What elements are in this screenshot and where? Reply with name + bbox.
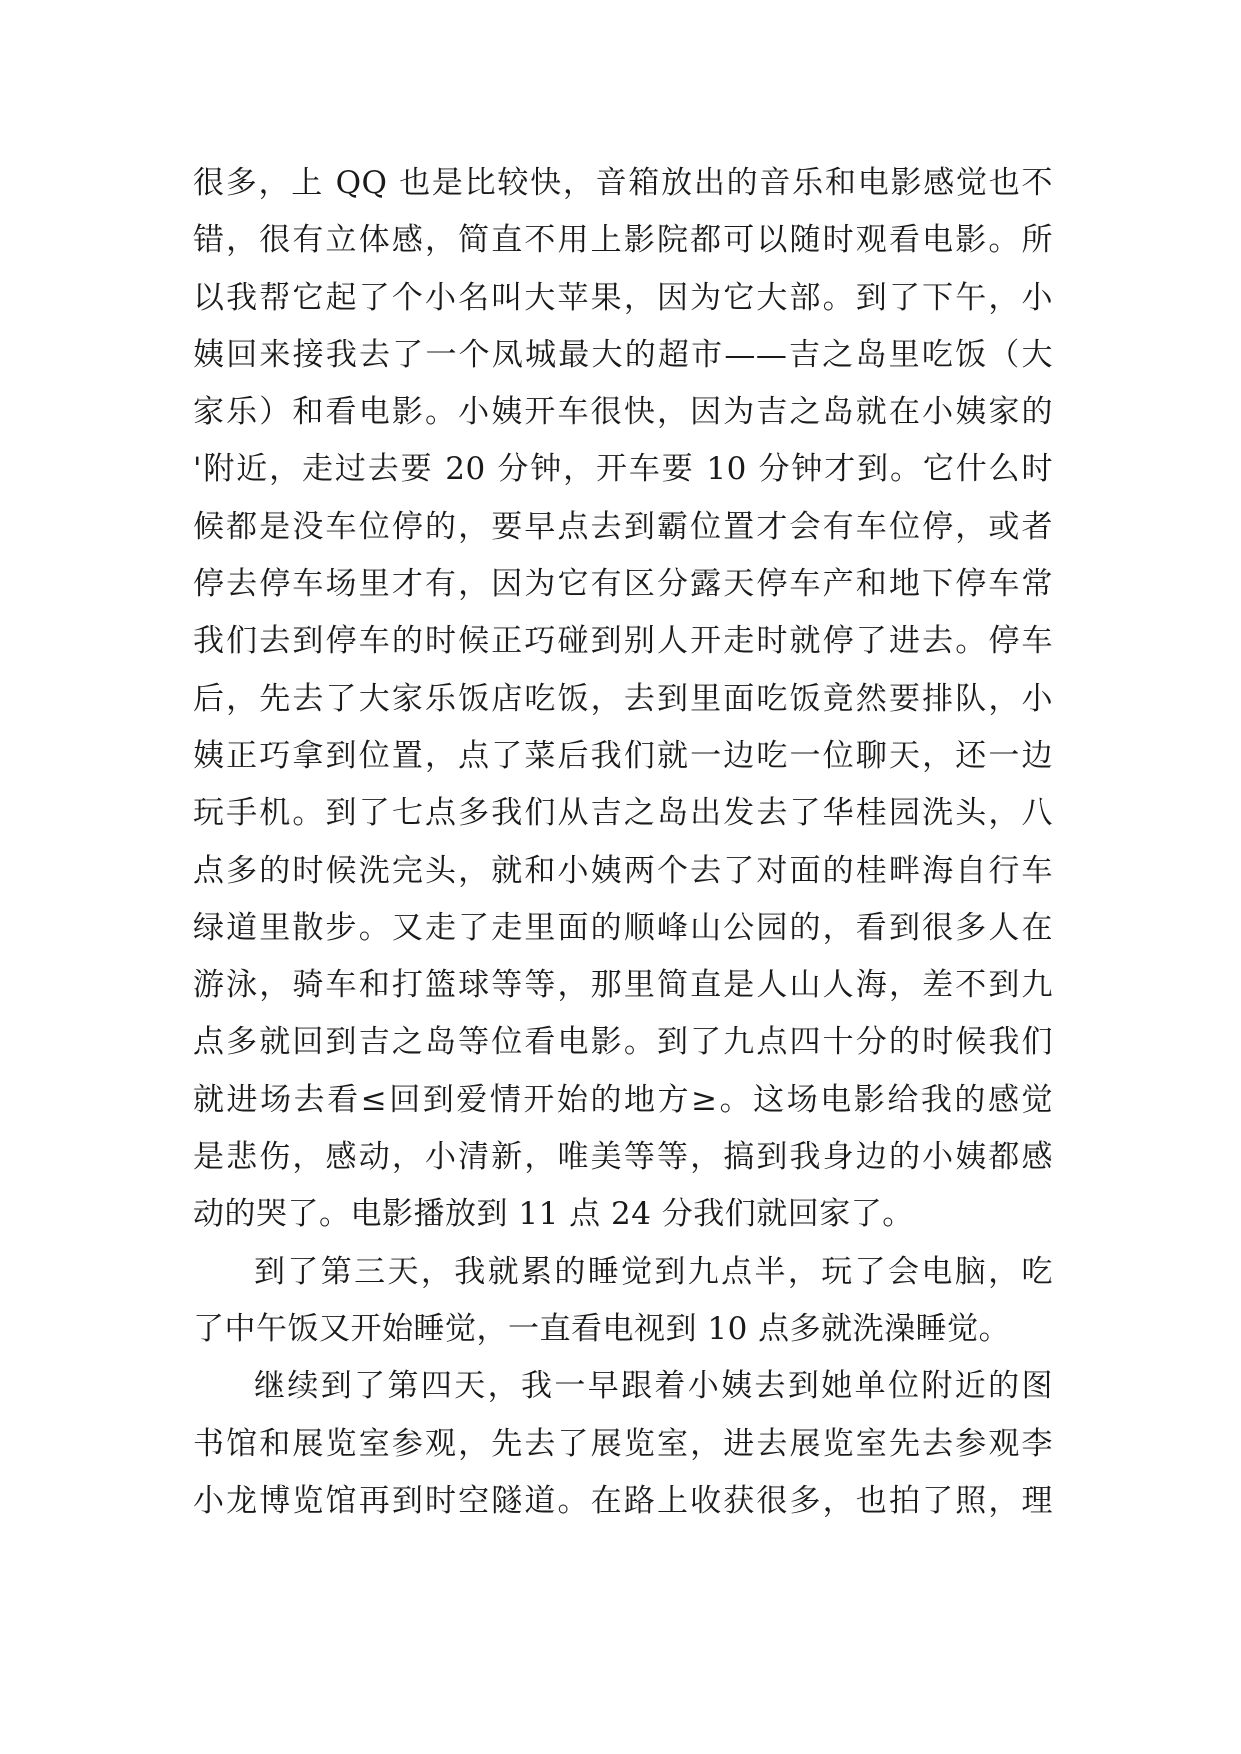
body-text — [193, 164, 1053, 1539]
text-line: 到了第三天，我就累的睡觉到九点半，玩了会电脑，吃 — [254, 1253, 1053, 1290]
text-line: 姨正巧拿到位置，点了菜后我们就一边吃一位聊天，还一边 — [193, 737, 1053, 774]
text-line: '附近，走过去要 20 分钟，开车要 10 分钟才到。它什么时 — [193, 451, 1053, 488]
text-line: 小龙博览馆再到时空隧道。在路上收获很多，也拍了照，理 — [193, 1482, 1053, 1519]
text-line: 了中午饭又开始睡觉，一直看电视到 10 点多就洗澡睡觉。 — [193, 1310, 1011, 1347]
text-line: 就进场去看≤回到爱情开始的地方≥。这场电影给我的感觉 — [193, 1081, 1053, 1118]
text-line: 我们去到停车的时候正巧碰到别人开走时就停了进去。停车 — [193, 623, 1053, 660]
text-line: 家乐）和看电影。小姨开车很快，因为吉之岛就在小姨家的 — [193, 394, 1053, 431]
text-line: 书馆和展览室参观，先去了展览室，进去展览室先去参观李 — [193, 1425, 1053, 1462]
text-line: 玩手机。到了七点多我们从吉之岛出发去了华桂园洗头，八 — [193, 795, 1053, 832]
text-line: 姨回来接我去了一个凤城最大的超市——吉之岛里吃饭（大 — [193, 336, 1053, 373]
text-line: 点多就回到吉之岛等位看电影。到了九点四十分的时候我们 — [193, 1024, 1053, 1061]
text-line: 绿道里散步。又走了走里面的顺峰山公园的，看到很多人在 — [193, 909, 1053, 946]
text-line: 动的哭了。电影播放到 11 点 24 分我们就回家了。 — [193, 1196, 914, 1233]
text-line: 继续到了第四天，我一早跟着小姨去到她单位附近的图 — [254, 1368, 1053, 1405]
text-line: 错，很有立体感，简直不用上影院都可以随时观看电影。所 — [193, 222, 1053, 259]
text-line: 候都是没车位停的，要早点去到霸位置才会有车位停，或者 — [193, 508, 1053, 545]
text-line: 游泳，骑车和打篮球等等，那里简直是人山人海，差不到九 — [193, 967, 1053, 1004]
text-line: 停去停车场里才有，因为它有区分露天停车产和地下停车常 — [193, 566, 1053, 603]
text-line: 点多的时候洗完头，就和小姨两个去了对面的桂畔海自行车 — [193, 852, 1053, 889]
text-line: 后，先去了大家乐饭店吃饭，去到里面吃饭竟然要排队，小 — [193, 680, 1053, 717]
text-line: 很多，上 QQ 也是比较快，音箱放出的音乐和电影感觉也不 — [193, 165, 1053, 201]
text-line: 以我帮它起了个小名叫大苹果，因为它大部。到了下午，小 — [193, 279, 1053, 316]
text-line: 是悲伤，感动，小清新，唯美等等，搞到我身边的小姨都感 — [193, 1139, 1053, 1176]
